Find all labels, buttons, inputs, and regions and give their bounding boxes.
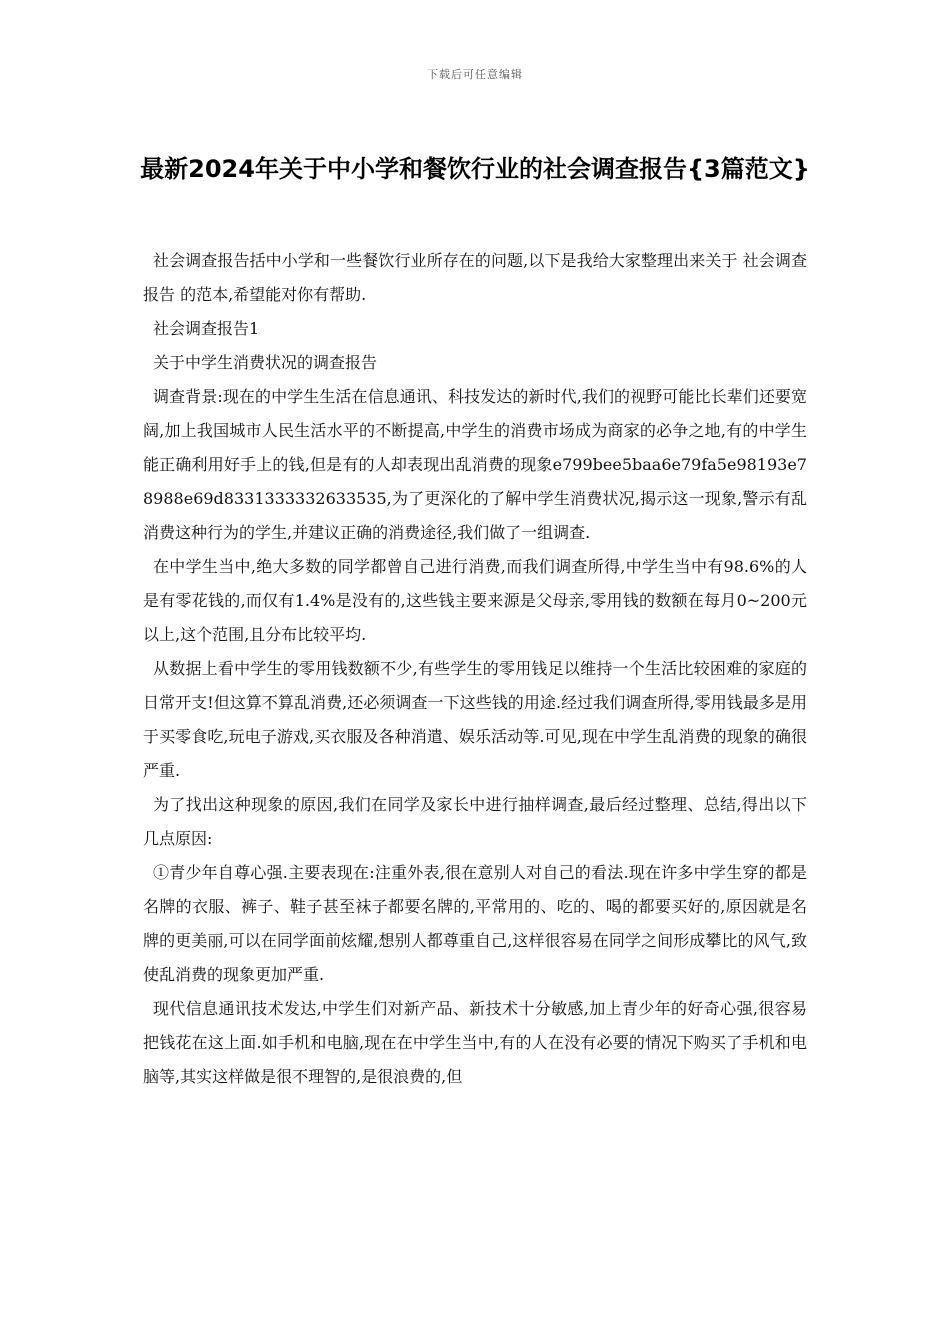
- header-note: 下载后可任意编辑: [427, 68, 523, 81]
- document-title: 最新2024年关于中小学和餐饮行业的社会调查报告{3篇范文}: [140, 155, 810, 183]
- intro-paragraph: 社会调查报告括中小学和一些餐饮行业所存在的问题,以下是我给大家整理出来关于 社会调查报告 的范本,希望能对你有帮助.: [143, 251, 807, 304]
- spending-analysis-paragraph: 从数据上看中学生的零用钱数额不少,有些学生的零用钱足以维持一个生活比较困难的家庭的日常开支!但这算不算乱消费,还必须调查一下这些钱的用途.经过我们调查所得,零用钱最多是用于买零食吃,玩电子游戏,买衣服及各种消遣、娱乐活动等.可见,现在中学生乱消费的现象的确很严重.: [143, 659, 807, 780]
- section-heading: 社会调查报告1: [153, 319, 260, 338]
- background-paragraph: 调查背景:现在的中学生生活在信息通讯、科技发达的新时代,我们的视野可能比长辈们还要宽阔,加上我国城市人民生活水平的不断提高,中学生的消费市场成为商家的必争之地,有的中学生能正确利用好手上的钱,但是有的人却表现出乱消费的现象e799bee5baa6e79fa5e98193e78988e69d8331333332633535,为了更深化的了解中学生消费状况,揭示这一现象,警示有乱消费这种行为的学生,并建议正确的消费途径,我们做了一组调查.: [143, 387, 807, 542]
- technology-paragraph: 现代信息通讯技术发达,中学生们对新产品、新技术十分敏感,加上青少年的好奇心强,很容易把钱花在这上面.如手机和电脑,现在在中学生当中,有的人在没有必要的情况下购买了手机和电脑等,其实这样做是很不理智的,是很浪费的,但: [143, 999, 807, 1086]
- cause-one-paragraph: ①青少年自尊心强.主要表现在:注重外表,很在意别人对自己的看法.现在许多中学生穿的都是名牌的衣服、裤子、鞋子甚至袜子都要名牌的,平常用的、吃的、喝的都要买好的,原因就是名牌的更美丽,可以在同学面前炫耀,想别人都尊重自己,这样很容易在同学之间形成攀比的风气,致使乱消费的现象更加严重.: [143, 863, 807, 984]
- document-body: [143, 244, 807, 1094]
- report-subtitle: 关于中学生消费状况的调查报告: [153, 353, 378, 372]
- survey-result-paragraph: 在中学生当中,绝大多数的同学都曾自己进行消费,而我们调查所得,中学生当中有98.6%的人是有零花钱的,而仅有1.4%是没有的,这些钱主要来源是父母亲,零用钱的数额在每月0~200元以上,这个范围,且分布比较平均.: [143, 557, 807, 644]
- cause-intro-paragraph: 为了找出这种现象的原因,我们在同学及家长中进行抽样调查,最后经过整理、总结,得出以下几点原因:: [143, 795, 807, 848]
